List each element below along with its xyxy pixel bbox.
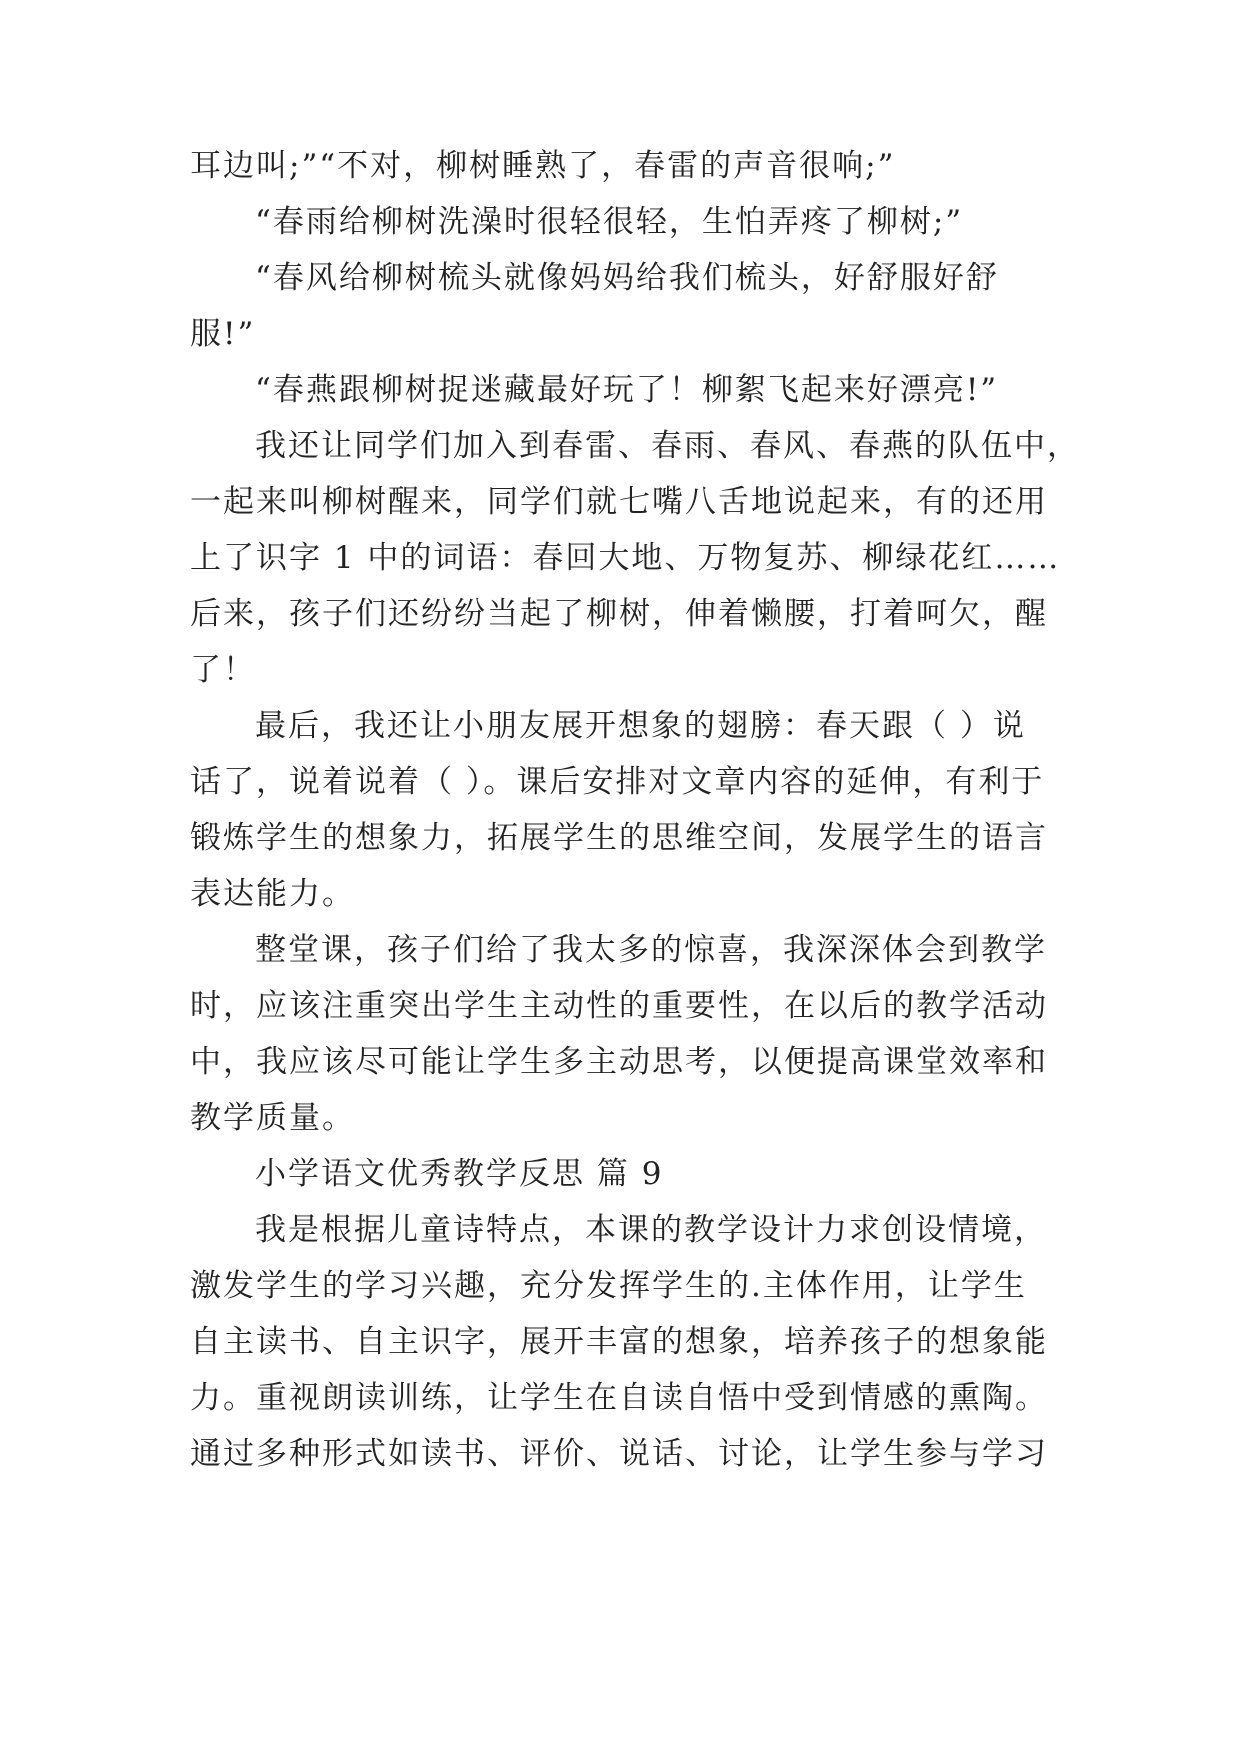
text-line: “春燕跟柳树捉迷藏最好玩了！柳絮飞起来好漂亮!” (255, 372, 999, 408)
text-line: 了！ (190, 652, 256, 688)
text-line: 激发学生的学习兴趣，充分发挥学生的.主体作用，让学生 (190, 1268, 1027, 1304)
text-line: 通过多种形式如读书、评价、说话、讨论，让学生参与学习 (190, 1436, 1048, 1472)
text-line: 教学质量。 (190, 1100, 355, 1136)
text-line: 自主读书、自主识字，展开丰富的想象，培养孩子的想象能 (190, 1324, 1048, 1360)
text-line: 我是根据儿童诗特点，本课的教学设计力求创设情境， (255, 1212, 1047, 1248)
text-line: 后来，孩子们还纷纷当起了柳树，伸着懒腰，打着呵欠，醒 (190, 596, 1048, 632)
text-line: 时，应该注重突出学生主动性的重要性，在以后的教学活动 (190, 988, 1048, 1024)
text-line: 中，我应该尽可能让学生多主动思考，以便提高课堂效率和 (190, 1044, 1048, 1080)
text-line: 整堂课，孩子们给了我太多的惊喜，我深深体会到教学 (255, 932, 1047, 968)
text-line: 服!” (190, 316, 256, 352)
text-line: 表达能力。 (190, 876, 355, 912)
text-line: “春雨给柳树洗澡时很轻很轻，生怕弄疼了柳树;” (255, 204, 964, 240)
text-line: 力。重视朗读训练，让学生在自读自悟中受到情感的熏陶。 (190, 1380, 1048, 1416)
text-line: 话了，说着说着（ ）。课后安排对文章内容的延伸，有利于 (190, 764, 1045, 800)
text-line: 最后，我还让小朋友展开想象的翅膀：春天跟（ ）说 (255, 708, 1026, 744)
text-line: 一起来叫柳树醒来，同学们就七嘴八舌地说起来，有的还用 (190, 484, 1048, 520)
text-line: 我还让同学们加入到春雷、春雨、春风、春燕的队伍中， (255, 428, 1080, 464)
section-heading: 小学语文优秀教学反思 篇 9 (255, 1156, 664, 1192)
text-line: “春风给柳树梳头就像妈妈给我们梳头，好舒服好舒 (255, 260, 999, 296)
text-line: 耳边叫;”“不对，柳树睡熟了，春雷的声音很响;” (190, 148, 896, 184)
text-line: 上了识字 1 中的词语：春回大地、万物复苏、柳绿花红…… (190, 540, 1061, 576)
text-line: 锻炼学生的想象力，拓展学生的思维空间，发展学生的语言 (190, 820, 1048, 856)
